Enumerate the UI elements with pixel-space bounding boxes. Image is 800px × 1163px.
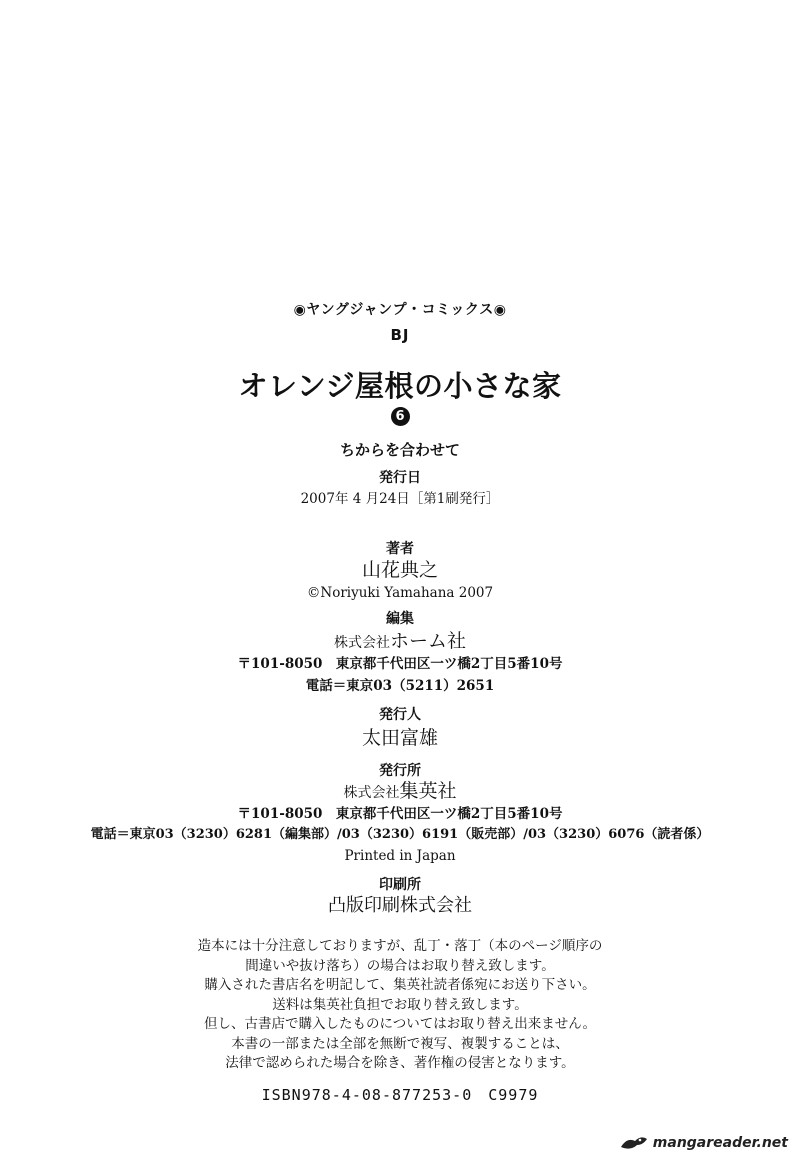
notice-line: 間違いや抜け落ち）の場合はお取り替え致します。 <box>245 957 555 974</box>
printer-name: 凸版印刷株式会社 <box>328 895 472 916</box>
author-name: 山花典之 <box>361 559 438 581</box>
editor-address: 〒101-8050 東京都千代田区一ツ橋2丁目5番10号 <box>237 656 563 672</box>
notice-line: 本書の一部または全部を無断で複写、複製することは、 <box>231 1035 569 1052</box>
book-subtitle: ちからを合わせて <box>339 441 460 459</box>
publishing-house-prefix: 株式会社 <box>343 785 400 801</box>
editor-company-prefix: 株式会社 <box>333 635 390 651</box>
editor-heading: 編集 <box>386 611 414 627</box>
pub-date-heading: 発行日 <box>379 470 421 486</box>
editor-company <box>0 631 800 653</box>
pub-date-value: 2007年 4 月24日［第1刷発行］ <box>300 491 500 507</box>
notice-line: 購入された書店名を明記して、集英社読者係宛にお送り下さい。 <box>204 977 596 993</box>
volume-badge: 6 <box>391 407 410 426</box>
publishing-house-heading: 発行所 <box>379 763 421 779</box>
publishing-house-address: 〒101-8050 東京都千代田区一ツ橋2丁目5番10号 <box>237 806 563 822</box>
publisher-heading: 発行人 <box>379 707 421 723</box>
publishing-house-name: 集英社 <box>399 780 457 802</box>
isbn: ISBN978-4-08-877253-0 C9979 <box>261 1086 539 1104</box>
volume-row <box>0 406 800 428</box>
notice-line: 但し、古書店で購入したものについてはお取り替え出来ません。 <box>203 1016 597 1032</box>
editor-company-name: ホーム社 <box>389 630 466 652</box>
series-label: ◉ヤングジャンプ・コミックス◉ <box>293 302 507 318</box>
author-heading: 著者 <box>386 541 414 557</box>
notice-line: 造本には十分注意しておりますが、乱丁・落丁（本のページ順序の <box>197 938 603 954</box>
notice-block <box>0 937 800 1074</box>
printer-heading: 印刷所 <box>379 877 421 893</box>
notice-line: 送料は集英社負担でお取り替え致します。 <box>272 996 528 1013</box>
editor-tel: 電話＝東京03（5211）2651 <box>305 678 495 694</box>
copyright-notice: ©Noriyuki Yamahana 2007 <box>306 585 494 601</box>
watermark-text: mangareader.net <box>652 1135 788 1151</box>
publishing-house-tel: 電話＝東京03（3230）6281（編集部）/03（3230）6191（販売部）/03（3230）6076（読者係） <box>90 827 710 842</box>
publishing-house-company <box>0 781 800 803</box>
publisher-name: 太田富雄 <box>361 727 438 749</box>
watermark-logo-icon <box>619 1133 649 1153</box>
imprint-label: BJ <box>390 326 410 344</box>
book-title: オレンジ屋根の小さな家 <box>238 369 562 403</box>
notice-line: 法律で認められた場合を除き、著作権の侵害となります。 <box>225 1055 575 1071</box>
watermark <box>619 1133 788 1153</box>
printed-in-japan: Printed in Japan <box>344 848 456 864</box>
